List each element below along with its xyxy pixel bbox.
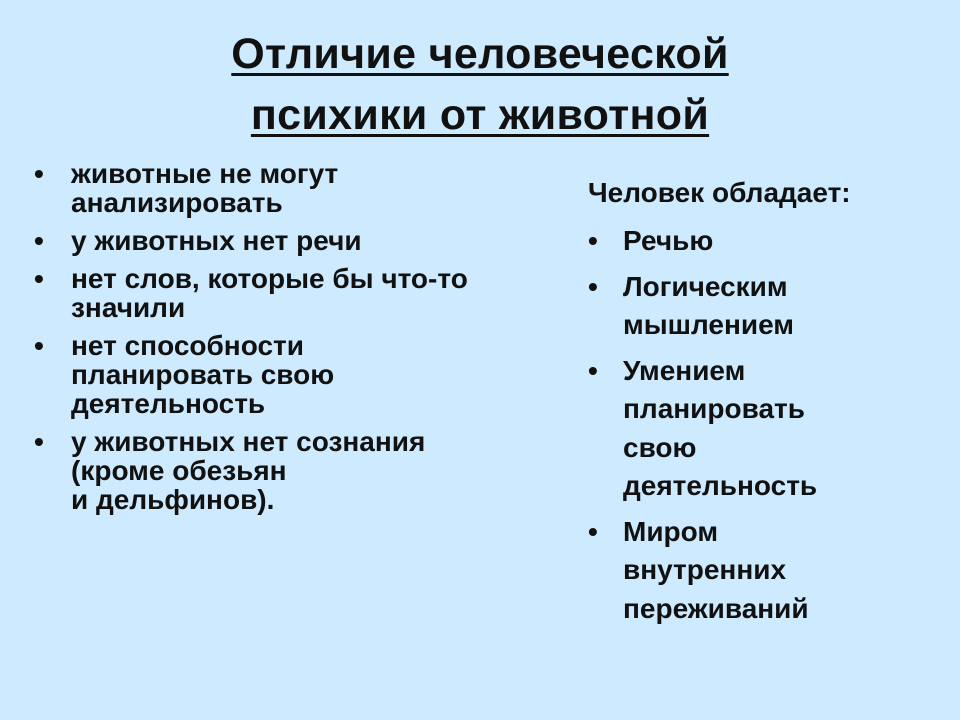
bullet-icon: •: [34, 330, 44, 361]
bullet-icon: •: [34, 158, 44, 189]
list-item: [34, 226, 554, 255]
list-item: [34, 264, 554, 322]
bullet-icon: •: [34, 263, 44, 294]
list-item-text: у животных нет сознания (кроме обезьян и дельфинов).: [71, 426, 426, 515]
animal-limitations-list: [34, 159, 554, 523]
bullet-icon: •: [34, 426, 44, 457]
list-item: [588, 268, 938, 345]
human-abilities-heading: Человек обладает:: [588, 177, 851, 208]
list-item-text: Миром внутренних переживаний: [623, 515, 809, 624]
human-abilities-column: [588, 175, 938, 635]
list-item-text: у животных нет речи: [71, 225, 362, 256]
list-item: [588, 222, 938, 261]
list-item-text: Умением планировать свою деятельность: [623, 354, 818, 501]
human-abilities-list: [588, 222, 938, 628]
list-item: [34, 159, 554, 217]
bullet-icon: •: [588, 515, 598, 547]
list-item-text: нет слов, которые бы что-то значили: [71, 263, 468, 323]
bullet-icon: •: [588, 270, 598, 302]
list-item: [588, 513, 938, 629]
bullet-icon: •: [588, 225, 598, 256]
list-item-text: животные не могут анализировать: [71, 158, 339, 218]
bullet-icon: •: [34, 225, 44, 256]
slide-title-line-1: Отличие человеческой: [231, 30, 729, 78]
list-item: [34, 331, 554, 418]
list-item-text: нет способности планировать свою деятельность: [71, 330, 335, 419]
list-item-text: Логическим мышлением: [623, 270, 794, 340]
slide-title: [0, 24, 960, 146]
bullet-icon: •: [588, 354, 598, 386]
list-item-text: Речью: [623, 225, 714, 256]
list-item: [34, 427, 554, 514]
slide-title-line-2: психики от животной: [250, 91, 710, 139]
list-item: [588, 352, 938, 506]
